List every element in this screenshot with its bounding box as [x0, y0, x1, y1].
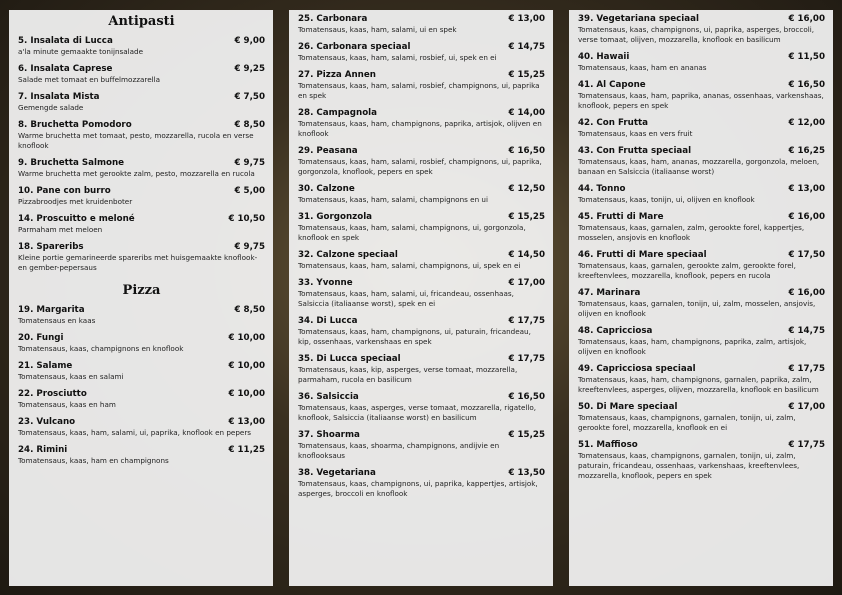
menu-item-price: € 14,75 — [508, 42, 545, 52]
menu-item-price: € 9,75 — [234, 242, 265, 252]
menu-item-price: € 13,50 — [508, 468, 545, 478]
menu-item-description: Tomatensaus, kaas, garnalen, tonijn, ui, zalm, mosselen, ansjovis, olijven en knoflook — [578, 299, 816, 318]
menu-item-name: 45. Frutti di Mare — [578, 212, 664, 222]
menu-item-name: 22. Prosciutto — [18, 389, 87, 399]
menu-item-description: Gemengde salade — [18, 103, 84, 112]
menu-item-price: € 15,25 — [508, 212, 545, 222]
menu-item-price: € 11,50 — [788, 52, 825, 62]
menu-item-name: 51. Maffioso — [578, 440, 638, 450]
menu-item-price: € 16,50 — [788, 80, 825, 90]
menu-item-name: 27. Pizza Annen — [298, 70, 376, 80]
menu-item-name: 25. Carbonara — [298, 14, 368, 24]
menu-item-price: € 16,00 — [788, 288, 825, 298]
menu-item-name: 9. Bruchetta Salmone — [18, 158, 125, 168]
menu-item-name: 26. Carbonara speciaal — [298, 42, 411, 52]
menu-item — [578, 288, 825, 319]
menu-item-description: Tomatensaus, kaas, ham, salami, champignons, ui, gorgonzola, knoflook en spek — [298, 223, 526, 242]
menu-item-description: Tomatensaus, kaas, ham, salami, champignons en ui — [298, 195, 488, 204]
menu-item-description: Tomatensaus, kaas, champignons, ui, paprika, kappertjes, artisjok, asperges, broccoli en knoflook — [298, 479, 538, 498]
menu-item-price: € 16,50 — [508, 392, 545, 402]
section-title-pizza: Pizza — [122, 283, 161, 298]
menu-item — [18, 186, 265, 207]
menu-item-name: 40. Hawaii — [578, 52, 630, 62]
menu-item — [578, 14, 825, 45]
menu-item-price: € 10,50 — [228, 214, 265, 224]
menu-item — [18, 120, 265, 151]
menu-item-price: € 10,00 — [228, 389, 265, 399]
menu-item-name: 48. Capricciosa — [578, 326, 653, 336]
menu-item-description: Kleine portie gemarineerde spareribs met huisgemaakte knoflook- en gember-pepersaus — [18, 253, 258, 272]
menu-item-description: Tomatensaus, kaas, ham, salami, rosbief, ui, spek en ei — [298, 53, 497, 62]
menu-item-price: € 13,00 — [788, 184, 825, 194]
menu-item — [18, 361, 265, 382]
menu-item-description: Tomatensaus, kaas, ham, salami, champignons, ui, spek en ei — [298, 261, 521, 270]
menu-item-description: Pizzabroodjes met kruidenboter — [18, 197, 133, 206]
menu-item-name: 6. Insalata Caprese — [18, 64, 113, 74]
menu-item-price: € 12,50 — [508, 184, 545, 194]
menu-item-price: € 17,75 — [508, 354, 545, 364]
menu-item-description: Tomatensaus, kaas, ham, champignons, ui, paturain, fricandeau, kip, ossenhaas, varkenshaas en spek — [298, 327, 531, 346]
menu-item-price: € 7,50 — [234, 92, 265, 102]
menu-item-name: 36. Salsiccia — [298, 392, 359, 402]
menu-item — [298, 316, 545, 347]
menu-item — [18, 64, 265, 85]
menu-item — [578, 326, 825, 357]
menu-item-price: € 13,00 — [228, 417, 265, 427]
menu-item-name: 24. Rimini — [18, 445, 68, 455]
menu-item — [578, 80, 825, 111]
menu-item-description: Tomatensaus, kaas, ham, salami, ui, paprika, knoflook en pepers — [18, 428, 252, 437]
menu-item — [298, 146, 545, 177]
menu-item-price: € 9,75 — [234, 158, 265, 168]
menu-item-description: Tomatensaus, kaas, ham, salami, rosbief, champignons, ui, paprika, gorgonzola, knoflook, pepers en spek — [298, 157, 542, 176]
menu-item-price: € 8,50 — [234, 120, 265, 130]
menu-item-price: € 15,25 — [508, 70, 545, 80]
menu-item-name: 38. Vegetariana — [298, 468, 376, 478]
menu-item — [18, 92, 265, 113]
menu-item — [298, 14, 545, 35]
menu-item-description: Tomatensaus, kaas, tonijn, ui, olijven en knoflook — [578, 195, 755, 204]
menu-item — [578, 440, 825, 481]
menu-item-description: Salade met tomaat en buffelmozzarella — [18, 75, 161, 84]
menu-item-name: 49. Capricciosa speciaal — [578, 364, 696, 374]
menu-item — [18, 158, 265, 179]
menu-item — [298, 392, 545, 423]
menu-item-description: Tomatensaus, kaas, garnalen, zalm, gerookte forel, kappertjes, mosselen, ansjovis en knoflook — [578, 223, 805, 242]
menu-item-name: 21. Salame — [18, 361, 73, 371]
menu-item-price: € 15,25 — [508, 430, 545, 440]
menu-item — [578, 364, 825, 395]
menu-item-price: € 16,50 — [508, 146, 545, 156]
menu-item-name: 23. Vulcano — [18, 417, 76, 427]
menu-item-description: Tomatensaus, kaas, ham, champignons, paprika, zalm, artisjok, olijven en knoflook — [578, 337, 807, 356]
menu-item-price: € 9,00 — [234, 36, 265, 46]
menu-item-name: 41. Al Capone — [578, 80, 646, 90]
menu-item-name: 47. Marinara — [578, 288, 641, 298]
menu-item-description: Tomatensaus en kaas — [18, 316, 96, 325]
menu-column-3 — [569, 10, 833, 586]
menu-item — [578, 118, 825, 139]
menu-item-description: Tomatensaus, kaas en vers fruit — [578, 129, 693, 138]
menu-column-2 — [289, 10, 553, 586]
menu-item-description: Tomatensaus, kaas, garnalen, gerookte zalm, gerookte forel, kreeftenvlees, mozzarella, knoflook, pepers en rucola — [578, 261, 796, 280]
menu-item-name: 32. Calzone speciaal — [298, 250, 398, 260]
menu-item-name: 35. Di Lucca speciaal — [298, 354, 401, 364]
menu-item-description: Tomatensaus, kaas, champignons, ui, paprika, asperges, broccoli, verse tomaat, olijven, mozzarella, knoflook en basilicum — [578, 25, 815, 44]
menu-item — [18, 445, 265, 466]
menu-item-name: 28. Campagnola — [298, 108, 377, 118]
section-title-antipasti: Antipasti — [108, 14, 175, 29]
menu-item-name: 39. Vegetariana speciaal — [578, 14, 699, 24]
menu-item — [578, 402, 825, 433]
menu-item-name: 7. Insalata Mista — [18, 92, 100, 102]
menu-item — [298, 430, 545, 461]
menu-item — [18, 305, 265, 326]
menu-item-description: Tomatensaus, kaas, champignons, garnalen, tonijn, ui, zalm, paturain, fricandeau, ossenhaas, varkenshaas, kreeftenvlees, mozzarella, knoflook, pepers en spek — [578, 451, 800, 480]
menu-item-price: € 14,75 — [788, 326, 825, 336]
menu-item — [298, 70, 545, 101]
menu-item — [298, 212, 545, 243]
menu-item-price: € 17,50 — [788, 250, 825, 260]
menu-item-description: Tomatensaus, kaas, shoarma, champignons, andijvie en knoflooksaus — [298, 441, 500, 460]
menu-item-description: a'la minute gemaakte tonijnsalade — [18, 47, 144, 56]
menu-item-price: € 12,00 — [788, 118, 825, 128]
menu-item — [298, 468, 545, 499]
menu-item — [578, 250, 825, 281]
menu-item-description: Tomatensaus, kaas, ham, paprika, ananas, ossenhaas, varkenshaas, knoflook, pepers en spek — [578, 91, 824, 110]
menu-item-description: Tomatensaus, kaas, ham, champignons, garnalen, paprika, zalm, kreeftenvlees, asperges, olijven, mozzarella, knoflook en basilicum — [578, 375, 819, 394]
menu-item — [298, 278, 545, 309]
menu-item-price: € 10,00 — [228, 361, 265, 371]
menu-item — [18, 36, 265, 57]
menu-item-description: Tomatensaus, kaas, ham, salami, ui en spek — [298, 25, 457, 34]
menu-item — [578, 146, 825, 177]
menu-item-name: 29. Peasana — [298, 146, 358, 156]
menu-item-description: Warme bruchetta met gerookte zalm, pesto, mozzarella en rucola — [18, 169, 255, 178]
menu-item-description: Tomatensaus, kaas, asperges, verse tomaat, mozzarella, rigatello, knoflook, Salsiccia (italiaanse worst) en basilicum — [298, 403, 537, 422]
menu-item-description: Tomatensaus, kaas, kip, asperges, verse tomaat, mozzarella, parmaham, rucola en basilicum — [298, 365, 518, 384]
menu-item-description: Parmaham met meloen — [18, 225, 103, 234]
menu-item-price: € 17,75 — [508, 316, 545, 326]
menu-item-description: Tomatensaus, kaas en ham — [18, 400, 116, 409]
menu-item-name: 19. Margarita — [18, 305, 85, 315]
menu-item-price: € 17,75 — [788, 364, 825, 374]
menu-item-name: 37. Shoarma — [298, 430, 360, 440]
menu-item — [18, 389, 265, 410]
menu-item — [18, 242, 265, 273]
menu-item-price: € 13,00 — [508, 14, 545, 24]
menu-item — [578, 184, 825, 205]
menu-item-name: 42. Con Frutta — [578, 118, 648, 128]
menu-item-name: 43. Con Frutta speciaal — [578, 146, 692, 156]
menu-item-name: 10. Pane con burro — [18, 186, 111, 196]
menu-item — [18, 333, 265, 354]
menu-item-name: 8. Bruchetta Pomodoro — [18, 120, 132, 130]
menu-item-price: € 16,25 — [788, 146, 825, 156]
menu-item-description: Tomatensaus, kaas, ham en champignons — [18, 456, 169, 465]
menu-item — [298, 184, 545, 205]
menu-item — [298, 354, 545, 385]
menu-item — [18, 214, 265, 235]
menu-item-description: Tomatensaus, kaas, ham, champignons, paprika, artisjok, olijven en knoflook — [298, 119, 542, 138]
menu-item-name: 20. Fungi — [18, 333, 64, 343]
menu-item-price: € 16,00 — [788, 212, 825, 222]
menu-item-name: 30. Calzone — [298, 184, 355, 194]
menu-item — [18, 417, 265, 438]
menu-item-description: Tomatensaus, kaas en salami — [18, 372, 124, 381]
menu-item-name: 14. Proscuitto e meloné — [18, 214, 135, 224]
menu-item-description: Tomatensaus, kaas, ham, salami, rosbief, champignons, ui, paprika en spek — [298, 81, 540, 100]
menu-item-price: € 11,25 — [228, 445, 265, 455]
menu-item-price: € 10,00 — [228, 333, 265, 343]
menu-item — [578, 52, 825, 73]
menu-item-description: Tomatensaus, kaas, champignons en knoflook — [18, 344, 184, 353]
menu-item-name: 50. Di Mare speciaal — [578, 402, 678, 412]
menu-item-description: Warme bruchetta met tomaat, pesto, mozzarella, rucola en verse knoflook — [18, 131, 254, 150]
menu-item-price: € 9,25 — [234, 64, 265, 74]
menu-item — [298, 108, 545, 139]
menu-item — [578, 212, 825, 243]
menu-item-description: Tomatensaus, kaas, ham, ananas, mozzarella, gorgonzola, meloen, banaan en Salsiccia (italiaanse worst) — [578, 157, 820, 176]
menu-item — [298, 42, 545, 63]
menu-item-price: € 17,00 — [788, 402, 825, 412]
menu-column-1 — [9, 10, 273, 586]
menu-item-name: 33. Yvonne — [298, 278, 353, 288]
menu-item-name: 18. Spareribs — [18, 242, 84, 252]
menu-item-name: 44. Tonno — [578, 184, 626, 194]
menu-item-description: Tomatensaus, kaas, ham, salami, ui, fricandeau, ossenhaas, Salsiccia (italiaanse worst), spek en ei — [298, 289, 514, 308]
menu-item-name: 31. Gorgonzola — [298, 212, 373, 222]
menu-item-price: € 14,50 — [508, 250, 545, 260]
menu-item-name: 34. Di Lucca — [298, 316, 358, 326]
menu-item-price: € 17,75 — [788, 440, 825, 450]
menu-item-price: € 8,50 — [234, 305, 265, 315]
menu-item-description: Tomatensaus, kaas, champignons, garnalen, tonijn, ui, zalm, gerookte forel, mozzarella, knoflook en ei — [578, 413, 796, 432]
menu-item-price: € 5,00 — [234, 186, 265, 196]
menu-item-name: 46. Frutti di Mare speciaal — [578, 250, 707, 260]
menu-item — [298, 250, 545, 271]
menu-item-name: 5. Insalata di Lucca — [18, 36, 113, 46]
menu-item-price: € 14,00 — [508, 108, 545, 118]
menu-item-price: € 17,00 — [508, 278, 545, 288]
menu-item-price: € 16,00 — [788, 14, 825, 24]
menu-item-description: Tomatensaus, kaas, ham en ananas — [578, 63, 707, 72]
